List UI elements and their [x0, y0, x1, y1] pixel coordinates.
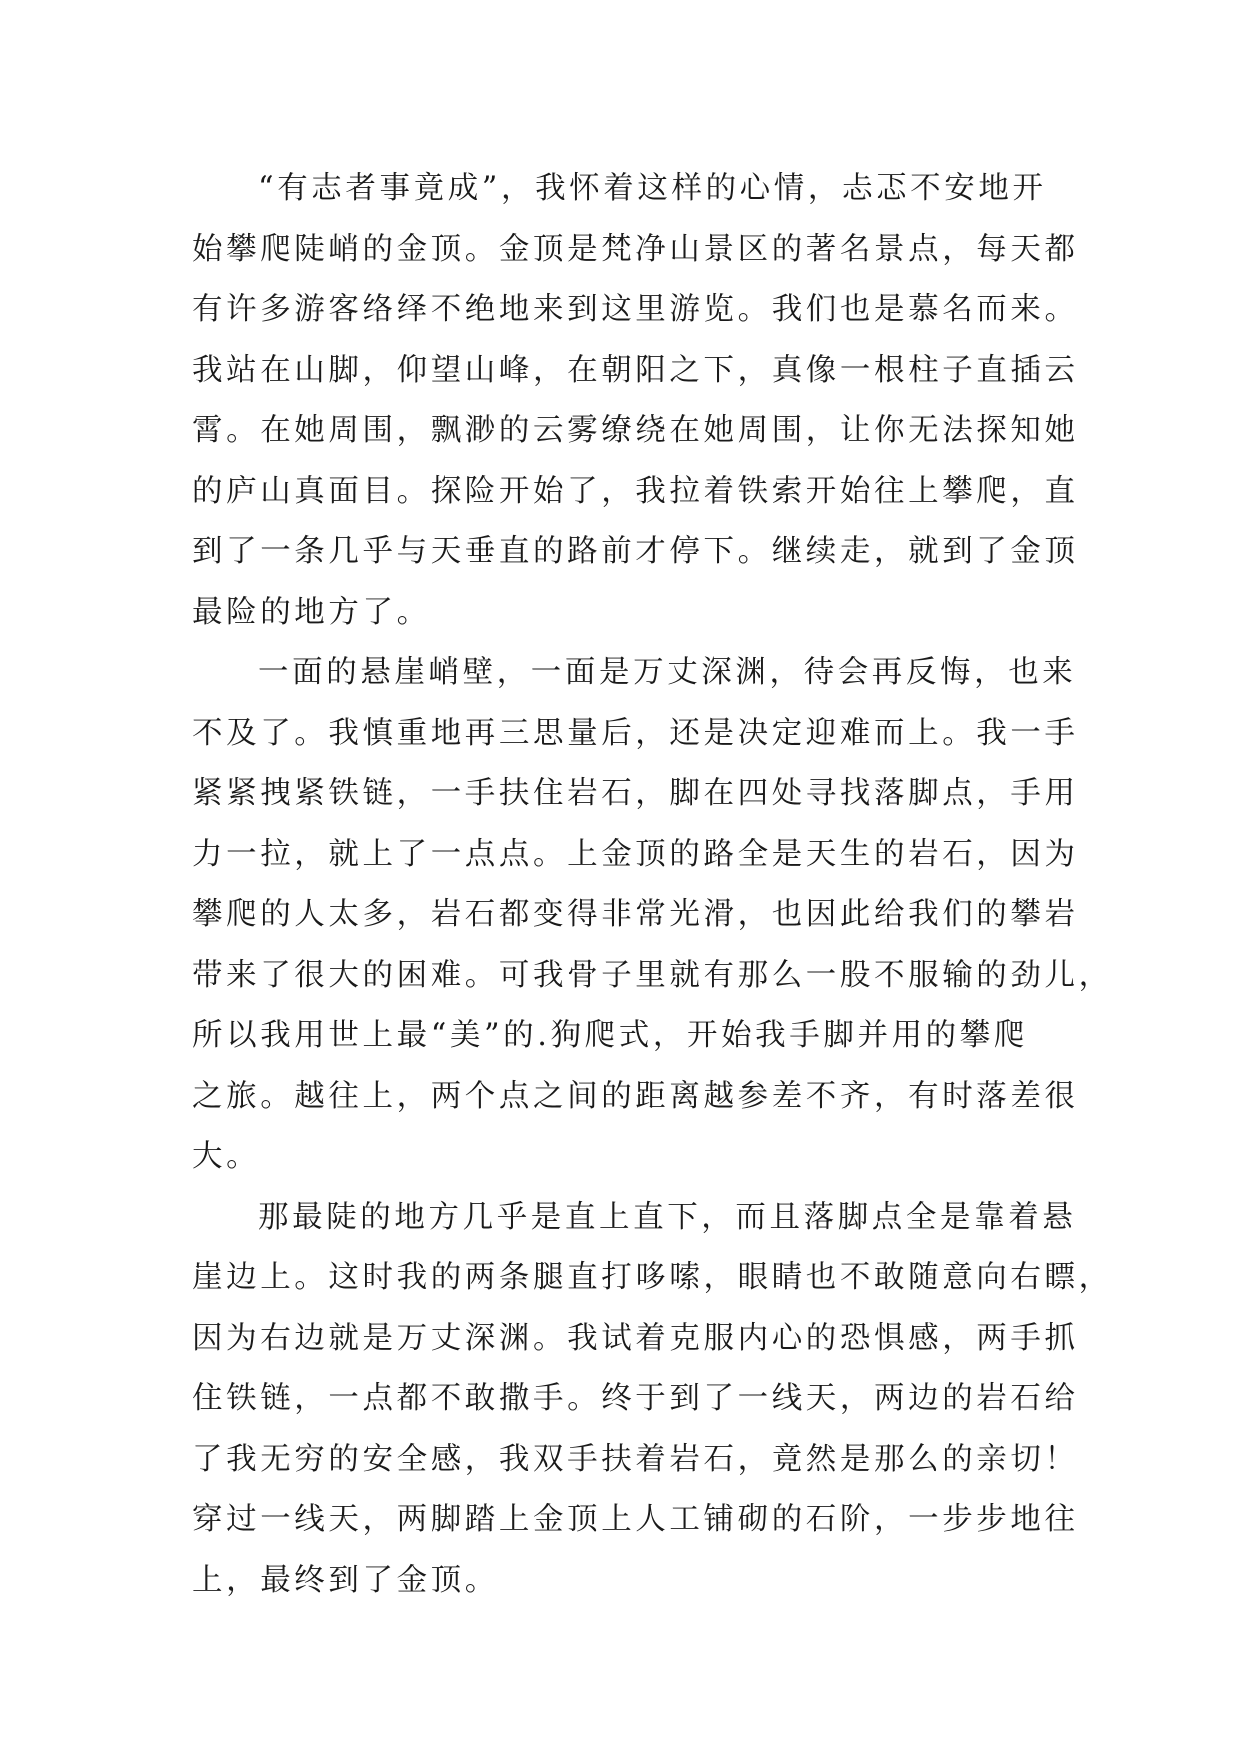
paragraph-line: 所以我用世上最“美”的.狗爬式，开始我手脚并用的攀爬 [192, 1018, 1028, 1053]
paragraph-3 [192, 1188, 1113, 1612]
paragraph-line: 上，最终到了金顶。 [192, 1562, 499, 1598]
paragraph-line: 紧紧拽紧铁链，一手扶住岩石，脚在四处寻找落脚点，手用 [192, 776, 1079, 811]
paragraph-line: 那最陡的地方几乎是直上直下，而且落脚点全是靠着悬 [258, 1199, 1077, 1235]
essay-body [192, 159, 1113, 1611]
paragraph-line: “有志者事竟成”，我怀着这样的心情，忐忑不安地开 [258, 171, 1047, 206]
paragraph-2 [192, 643, 1113, 1188]
paragraph-line: 穿过一线天，两脚踏上金顶上人工铺砌的石阶，一步步地往 [192, 1502, 1079, 1537]
paragraph-line: 一面的悬崖峭壁，一面是万丈深渊，待会再反悔，也来 [258, 655, 1077, 690]
paragraph-line: 因为右边就是万丈深渊。我试着克服内心的恐惧感，两手抓 [192, 1320, 1079, 1356]
paragraph-line: 有许多游客络绎不绝地来到这里游览。我们也是慕名而来。 [192, 292, 1079, 327]
paragraph-line: 到了一条几乎与天垂直的路前才停下。继续走，就到了金顶 [192, 534, 1079, 569]
paragraph-line: 攀爬的人太多，岩石都变得非常光滑，也因此给我们的攀岩 [192, 897, 1079, 932]
paragraph-line: 最险的地方了。 [192, 594, 431, 630]
paragraph-line: 了我无穷的安全感，我双手扶着岩石，竟然是那么的亲切！ [192, 1441, 1079, 1477]
paragraph-line: 带来了很大的困难。可我骨子里就有那么一股不服输的劲儿， [192, 957, 1113, 993]
paragraph-line: 住铁链，一点都不敢撒手。终于到了一线天，两边的岩石给 [192, 1381, 1079, 1416]
paragraph-line: 我站在山脚，仰望山峰，在朝阳之下，真像一根柱子直插云 [192, 352, 1079, 388]
paragraph-line: 大。 [192, 1139, 261, 1174]
paragraph-line: 之旅。越往上，两个点之间的距离越参差不齐，有时落差很 [192, 1078, 1079, 1114]
paragraph-line: 的庐山真面目。探险开始了，我拉着铁索开始往上攀爬，直 [192, 473, 1079, 509]
paragraph-line: 力一拉，就上了一点点。上金顶的路全是天生的岩石，因为 [192, 836, 1079, 872]
paragraph-line: 不及了。我慎重地再三思量后，还是决定迎难而上。我一手 [192, 715, 1079, 751]
paragraph-line: 霄。在她周围，飘渺的云雾缭绕在她周围，让你无法探知她 [192, 413, 1079, 448]
paragraph-line: 崖边上。这时我的两条腿直打哆嗦，眼睛也不敢随意向右瞟， [192, 1260, 1113, 1295]
paragraph-line: 始攀爬陡峭的金顶。金顶是梵净山景区的著名景点，每天都 [192, 231, 1079, 267]
paragraph-1 [192, 159, 1079, 643]
